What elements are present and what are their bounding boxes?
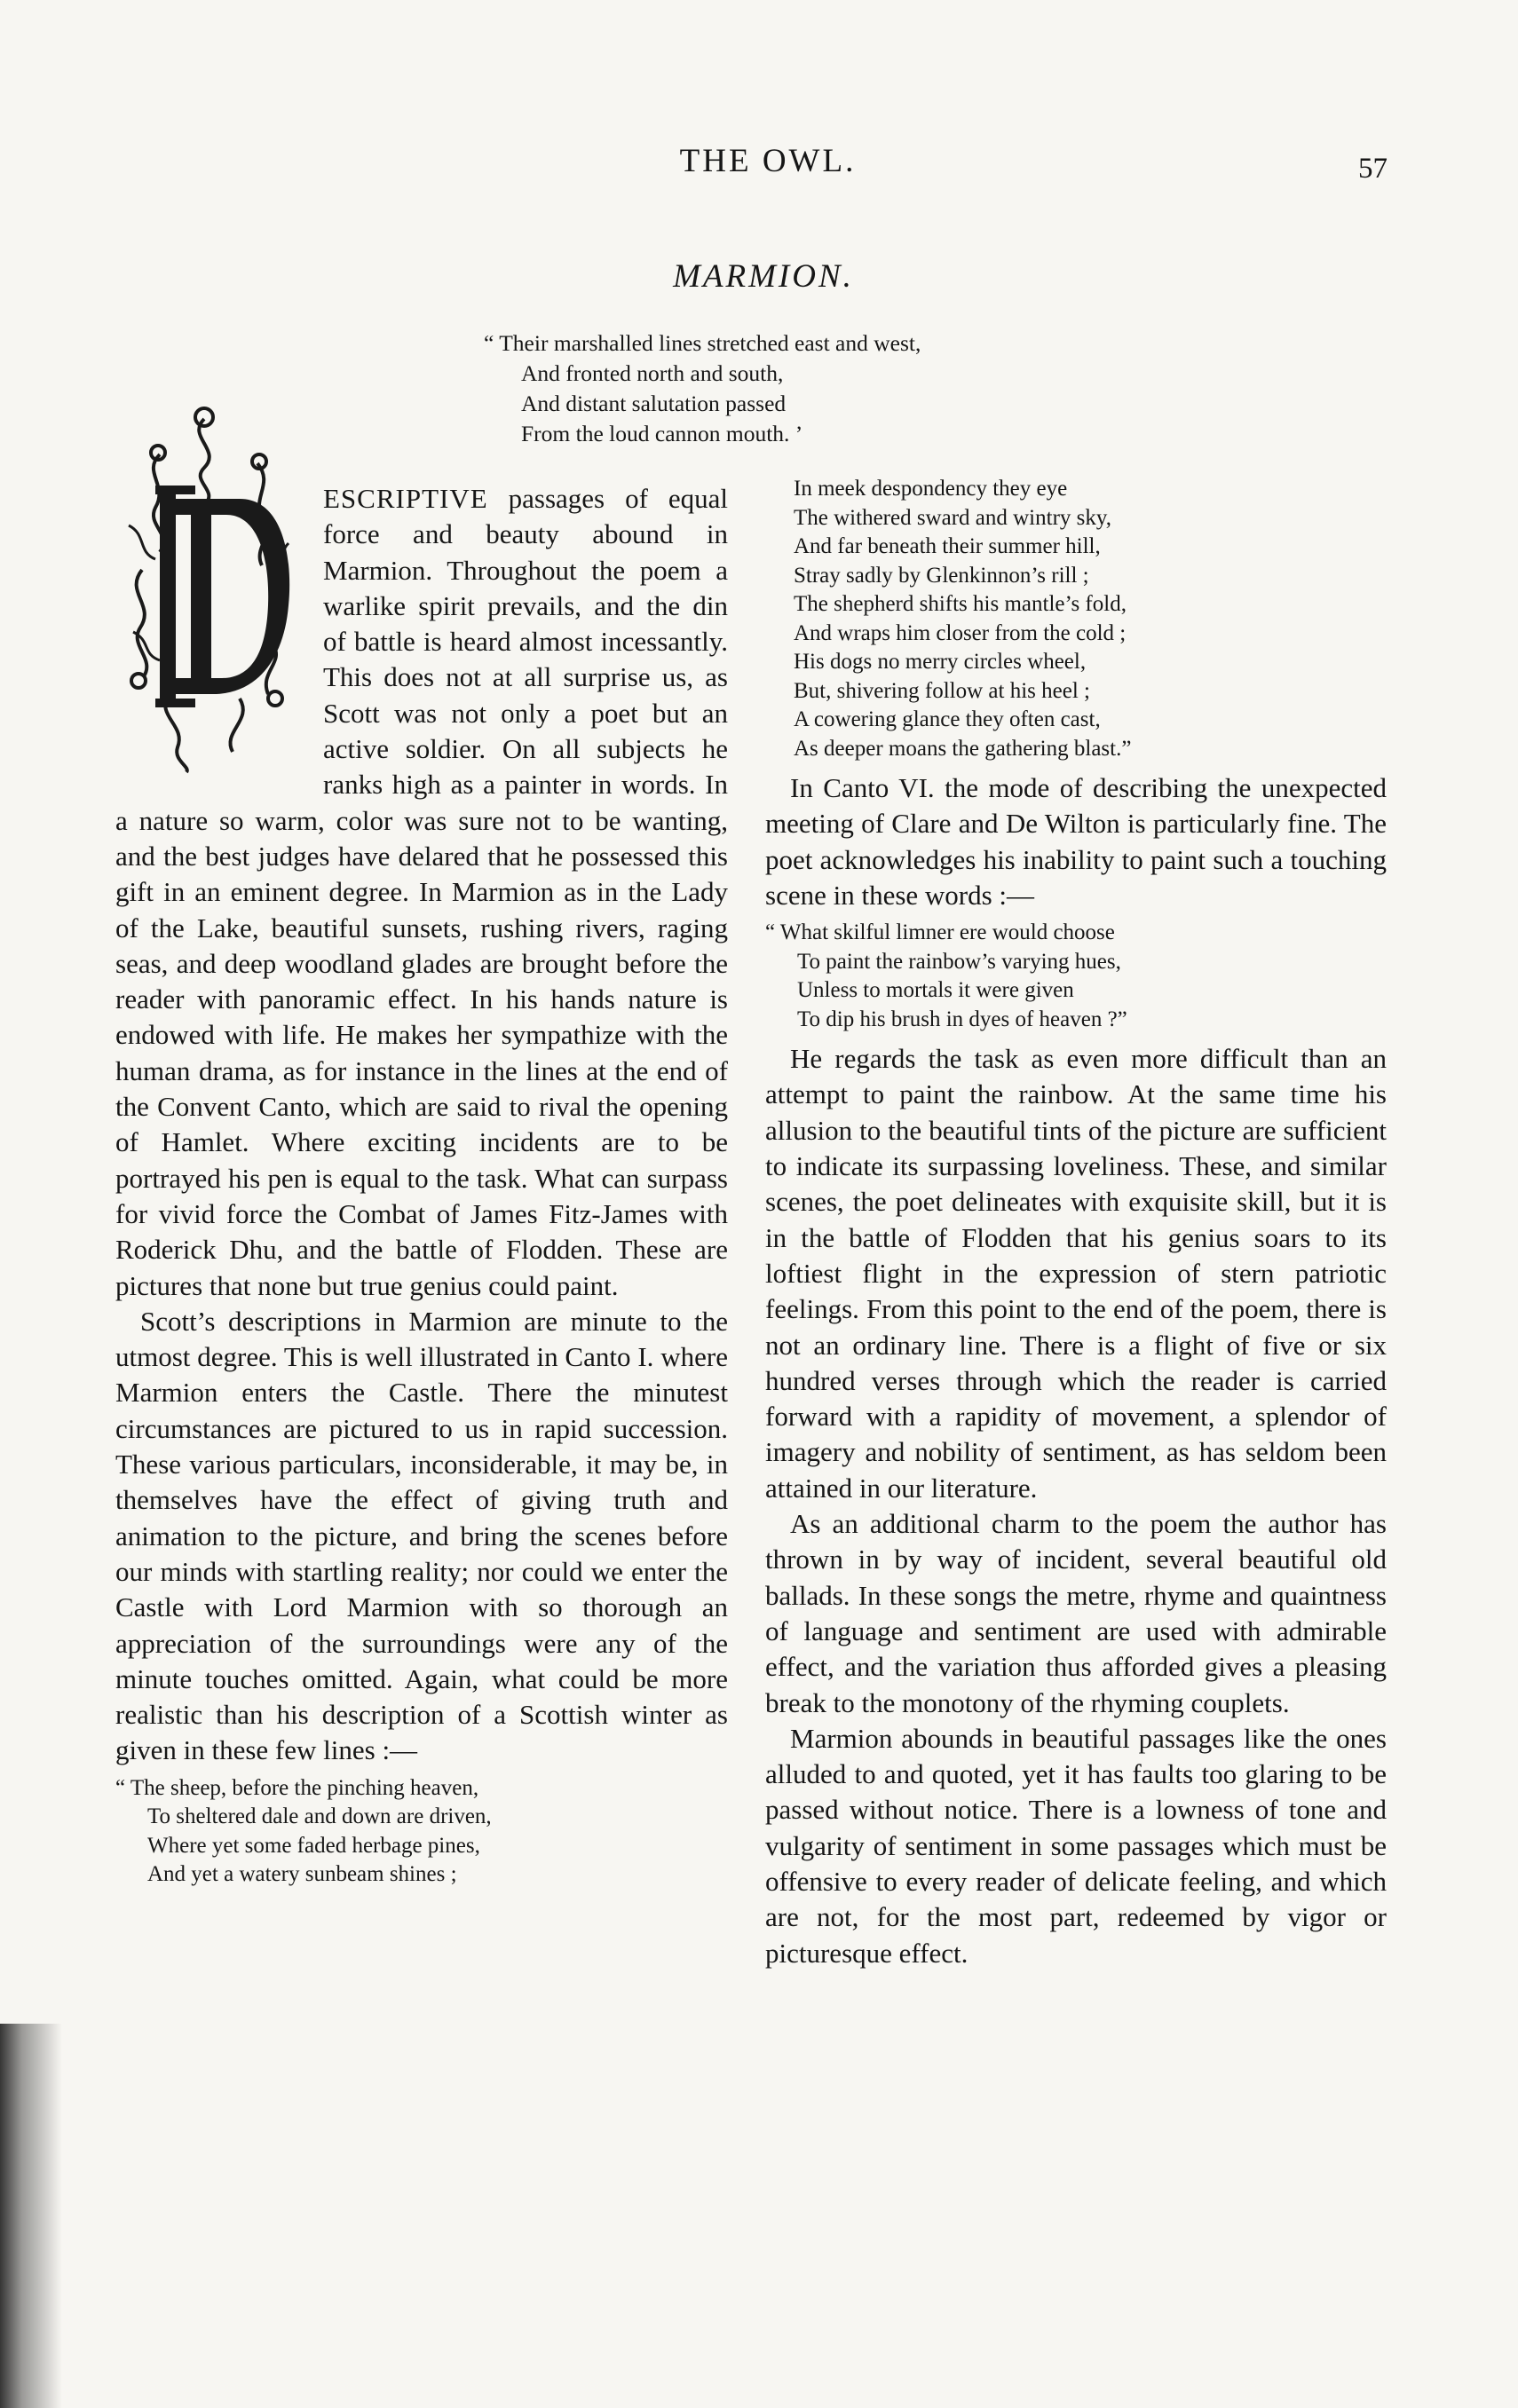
running-header [0, 142, 1518, 195]
verse-block-limner [765, 919, 1387, 1034]
verse-line: And far beneath their summer hill, [794, 534, 1101, 558]
verse-line: To paint the rainbow’s varying hues, [797, 949, 1121, 974]
left-column [115, 481, 728, 1897]
epigraph-line: And distant salutation passed [521, 391, 787, 416]
verse-line: The withered sward and wintry sky, [794, 505, 1112, 530]
paragraph: He regards the task as even more difficult than an attempt to paint the rainbow. At the same time his allusion to the beautiful tints of the picture are sufficient to indicate its surpassing loveliness. These, and similar scenes, the poet delineates with exquisite skill, but it is in the battle of Flodden that his genius soars to its loftiest flight in the expression of stern patriotic feelings. From this point to the end of the poem, there is not an ordinary line. There is a flight of five or six hundred verses through which the reader is carried forward with a rapidity of movement, a splendor of imagery and nobility of sentiment, as has seldom been attained in our literature. [765, 1043, 1387, 1504]
page-number: 57 [1358, 153, 1388, 185]
scanned-page-edge-shadow [0, 2024, 62, 2408]
verse-line: As deeper moans the gathering blast.” [794, 736, 1132, 761]
epigraph [484, 328, 1158, 449]
paragraph: Scott’s descriptions in Marmion are minute to the utmost degree. This is well illustrated in Canto I. where Marmion enters the Castle. There the minutest circumstances are pictured to us in rapid succession. These various particulars, inconsiderable, it may be, in themselves have the effect of giving truth and animation to the picture, and bring the scenes before our minds with startling reality; nor could we enter the Castle with Lord Marmion with so thorough an appreciation of the surroundings were any of the minute touches omitted. Again, what could be more realistic than his description of a Scottish winter as given in these few lines :— [115, 1305, 728, 1766]
verse-line: To sheltered dale and down are driven, [147, 1804, 492, 1829]
right-column [765, 475, 1387, 1971]
verse-line: To dip his brush in dyes of heaven ?” [797, 1007, 1127, 1031]
paragraph-text: passages of equal force and beauty abound in Marmion. Throughout the poem a warlike spirit prevails, and the din of battle is heard almost incessantly. This does not at all surprise us, as Scott was not only a poet but an active soldier. On all subjects he ranks high as a painter in words. In a nature so warm, color was sure not to be wanting, and the best judges have delared that he possessed this gift in an eminent degree. In Marmion as in the Lady of the Lake, beautiful sunsets, rushing rivers, raging seas, and deep woodland glades are brought before the reader with panoramic effect. In his hands nature is endowed with life. He makes her sympathize with the human drama, as for instance in the lines at the end of the Convent Canto, which are said to rival the opening of Hamlet. Where exciting incidents are to be portrayed his pen is equal to the task. What can surpass for vivid force the Combat of James Fitz-James with Roderick Dhu, and the battle of Flodden. These are pictures that none but true genius could paint. [115, 483, 728, 1301]
article-title: MARMION. [673, 258, 854, 295]
verse-line: And wraps him closer from the cold ; [794, 620, 1127, 645]
verse-line: Unless to mortals it were given [797, 978, 1074, 1003]
epigraph-line: From the loud cannon mouth. ’ [521, 421, 803, 446]
running-title: THE OWL. [679, 143, 857, 179]
verse-line: His dogs no merry circles wheel, [794, 650, 1087, 674]
verse-line: The shepherd shifts his mantle’s fold, [794, 592, 1127, 616]
verse-block-winter [115, 1774, 728, 1890]
verse-line: “ The sheep, before the pinching heaven, [115, 1775, 479, 1800]
verse-line: A cowering glance they often cast, [794, 707, 1101, 731]
epigraph-line: And fronted north and south, [521, 360, 784, 386]
paragraph: As an additional charm to the poem the author has thrown in by way of incident, several beautiful old ballads. In these songs the metre, rhyme and quaintness of language and sentiment are used with admirable effect, and the variation thus afforded gives a pleasing break to the monotony of the rhyming couplets. [765, 1508, 1387, 1718]
verse-line: And yet a watery sunbeam shines ; [147, 1862, 457, 1887]
lead-word: ESCRIPTIVE [323, 483, 488, 514]
verse-line: But, shivering follow at his heel ; [794, 678, 1090, 703]
verse-line: Stray sadly by Glenkinnon’s rill ; [794, 563, 1089, 588]
epigraph-line: “ Their marshalled lines stretched east and west, [484, 330, 921, 356]
verse-line: In meek despondency they eye [794, 477, 1068, 501]
paragraph: Marmion abounds in beautiful passages like the ones alluded to and quoted, yet it has faults too glaring to be passed without notice. There is a lowness of tone and vulgarity of sentiment in some passages which must be offensive to every reader of delicate feeling, and which are not, for the most part, redeemed by vigor or picturesque effect. [765, 1722, 1387, 1969]
verse-line: Where yet some faded herbage pines, [147, 1833, 480, 1858]
verse-line: “ What skilful limner ere would choose [765, 920, 1115, 945]
drop-cap-ornament-icon [107, 401, 311, 774]
paragraph: In Canto VI. the mode of describing the unexpected meeting of Clare and De Wilton is particularly fine. The poet acknowledges his inability to paint such a touching scene in these words :— [765, 772, 1387, 911]
verse-block-winter-continued [765, 475, 1387, 763]
ornamental-drop-cap [107, 401, 311, 774]
